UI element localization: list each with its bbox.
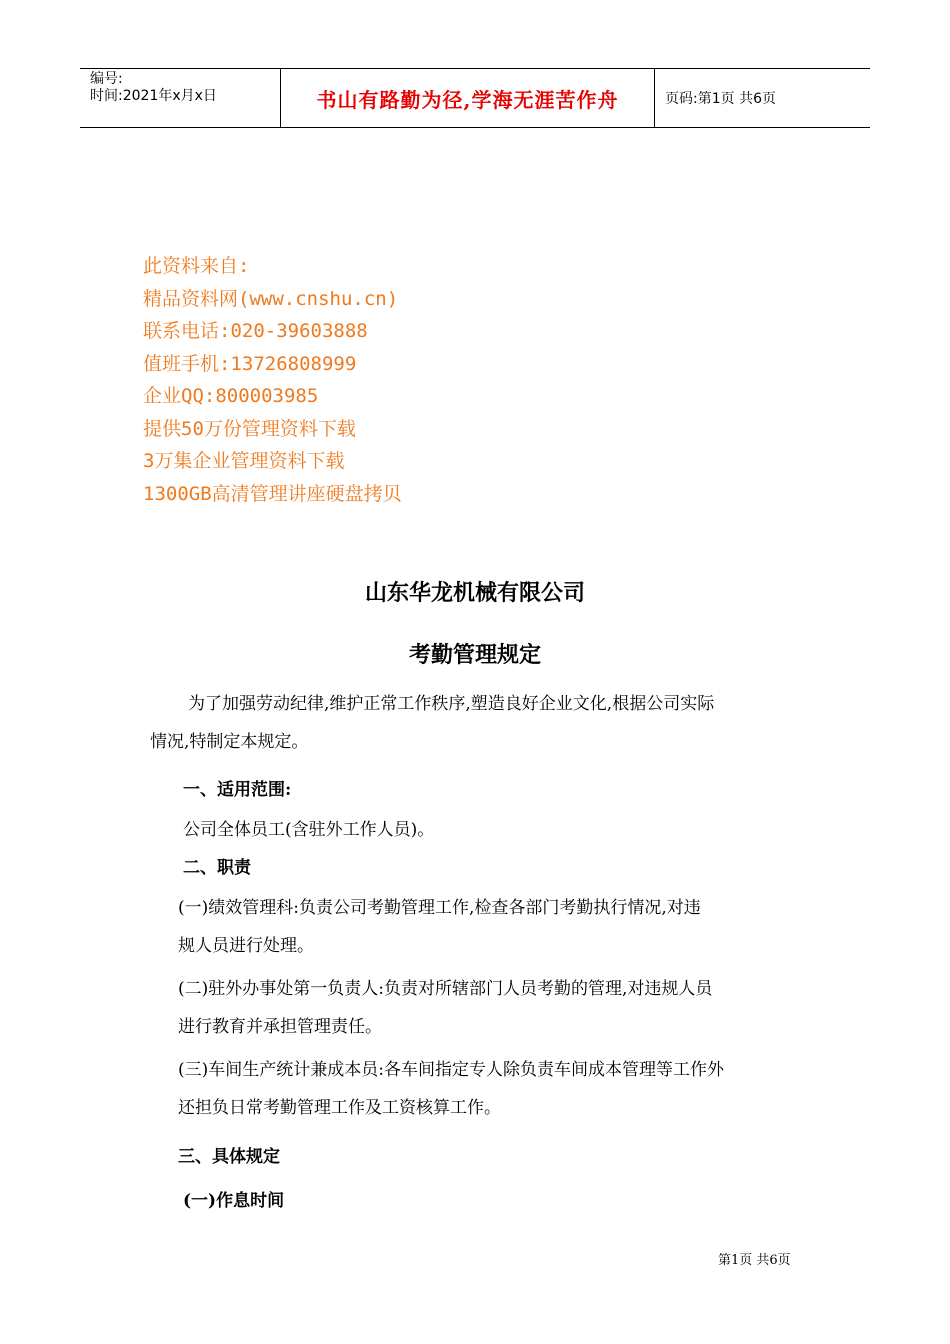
duty-line: (三)车间生产统计兼成本员:各车间指定专人除负责车间成本管理等工作外 bbox=[178, 1060, 724, 1080]
document-title: 考勤管理规定 bbox=[408, 642, 541, 668]
ad-line: 3万集企业管理资料下载 bbox=[143, 450, 345, 472]
ad-line: 精品资料网(www.cnshu.cn) bbox=[143, 287, 399, 310]
section2-heading: 二、职责 bbox=[183, 858, 251, 878]
header-page-info: 页码:第1页 共6页 bbox=[665, 91, 776, 107]
ad-line: 此资料来自: bbox=[143, 255, 250, 277]
ad-line: 值班手机:13726808999 bbox=[143, 352, 357, 375]
duty-line: (一)绩效管理科:负责公司考勤管理工作,检查各部门考勤执行情况,对违 bbox=[178, 898, 701, 918]
duty1-paragraph bbox=[178, 889, 818, 965]
duty2-paragraph bbox=[178, 970, 818, 1046]
ad-line: 企业QQ:800003985 bbox=[143, 385, 319, 407]
ad-line: 联系电话:020-39603888 bbox=[143, 320, 368, 342]
intro-line: 情况,特制定本规定。 bbox=[150, 732, 309, 752]
duty-line: 还担负日常考勤管理工作及工资核算工作。 bbox=[178, 1098, 501, 1118]
ad-line: 1300GB高清管理讲座硬盘拷贝 bbox=[143, 482, 402, 505]
subsection1-heading: (一)作息时间 bbox=[183, 1191, 285, 1211]
header-meta bbox=[80, 69, 281, 127]
header-motto: 书山有路勤为径,学海无涯苦作舟 bbox=[281, 69, 655, 127]
ad-line: 提供50万份管理资料下载 bbox=[143, 417, 356, 440]
header-time-label: 时间:2021年x月x日 bbox=[90, 88, 217, 104]
advertisement-block bbox=[143, 250, 402, 510]
section1-heading: 一、适用范围: bbox=[183, 780, 292, 800]
duty-line: 规人员进行处理。 bbox=[178, 936, 314, 956]
header-number-label: 编号: bbox=[90, 71, 123, 87]
duty-line: (二)驻外办事处第一负责人:负责对所辖部门人员考勤的管理,对违规人员 bbox=[178, 979, 713, 999]
company-name: 山东华龙机械有限公司 bbox=[364, 580, 585, 606]
footer-page-info: 第1页 共6页 bbox=[718, 1253, 791, 1268]
duty-line: 进行教育并承担管理责任。 bbox=[178, 1017, 382, 1037]
page-header bbox=[80, 68, 870, 128]
section3-heading: 三、具体规定 bbox=[178, 1147, 280, 1167]
intro-line: 为了加强劳动纪律,维护正常工作秩序,塑造良好企业文化,根据公司实际 bbox=[188, 694, 715, 714]
section1-text: 公司全体员工(含驻外工作人员)。 bbox=[183, 820, 435, 840]
intro-paragraph bbox=[150, 685, 810, 761]
duty3-paragraph bbox=[178, 1051, 818, 1127]
